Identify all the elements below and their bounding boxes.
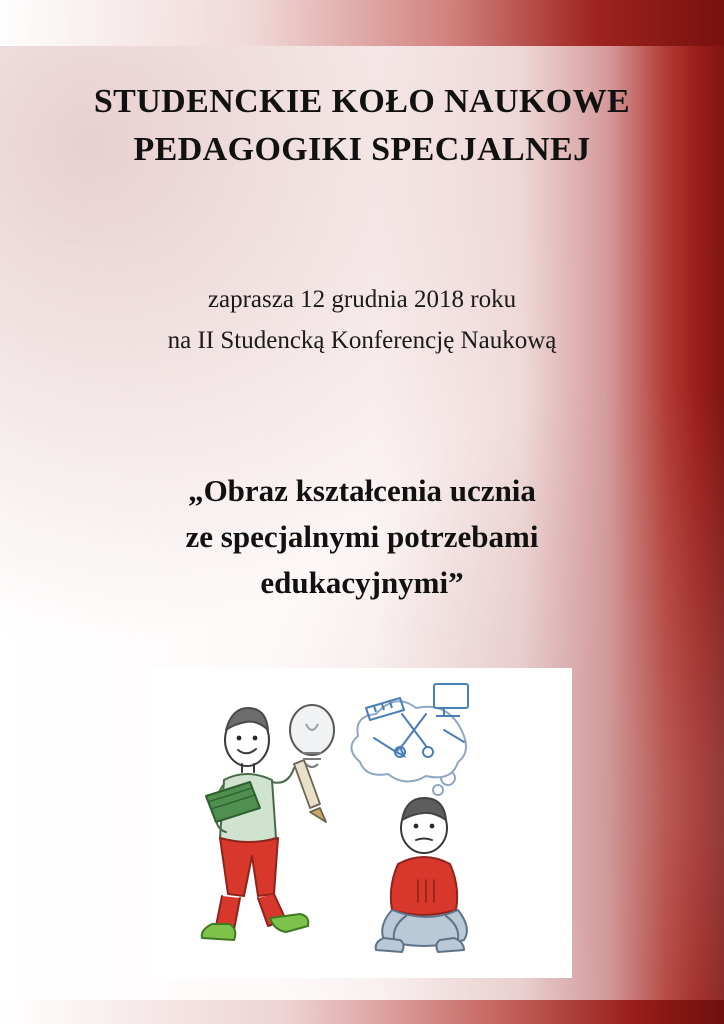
bottom-decorative-band [0,1000,724,1024]
conference-title [0,468,724,606]
organization-heading [0,78,724,175]
conference-title-line-3: edukacyjnymi” [260,564,464,600]
top-decorative-band [0,0,724,46]
invitation-line-1: zaprasza 12 grudnia 2018 roku [207,286,517,313]
organization-line-2: PEDAGOGIKI SPECJALNEJ [133,131,591,169]
conference-title-line-1: „Obraz kształcenia ucznia [188,473,536,508]
organization-line-1: STUDENCKIE KOŁO NAUKOWE [93,83,631,120]
conference-title-line-2: ze specjalnymi potrzebami [185,518,539,554]
illustration-image [152,668,572,978]
invitation-line-2: na II Studencką Konferencję Naukową [167,326,557,354]
invitation-block [0,280,724,361]
